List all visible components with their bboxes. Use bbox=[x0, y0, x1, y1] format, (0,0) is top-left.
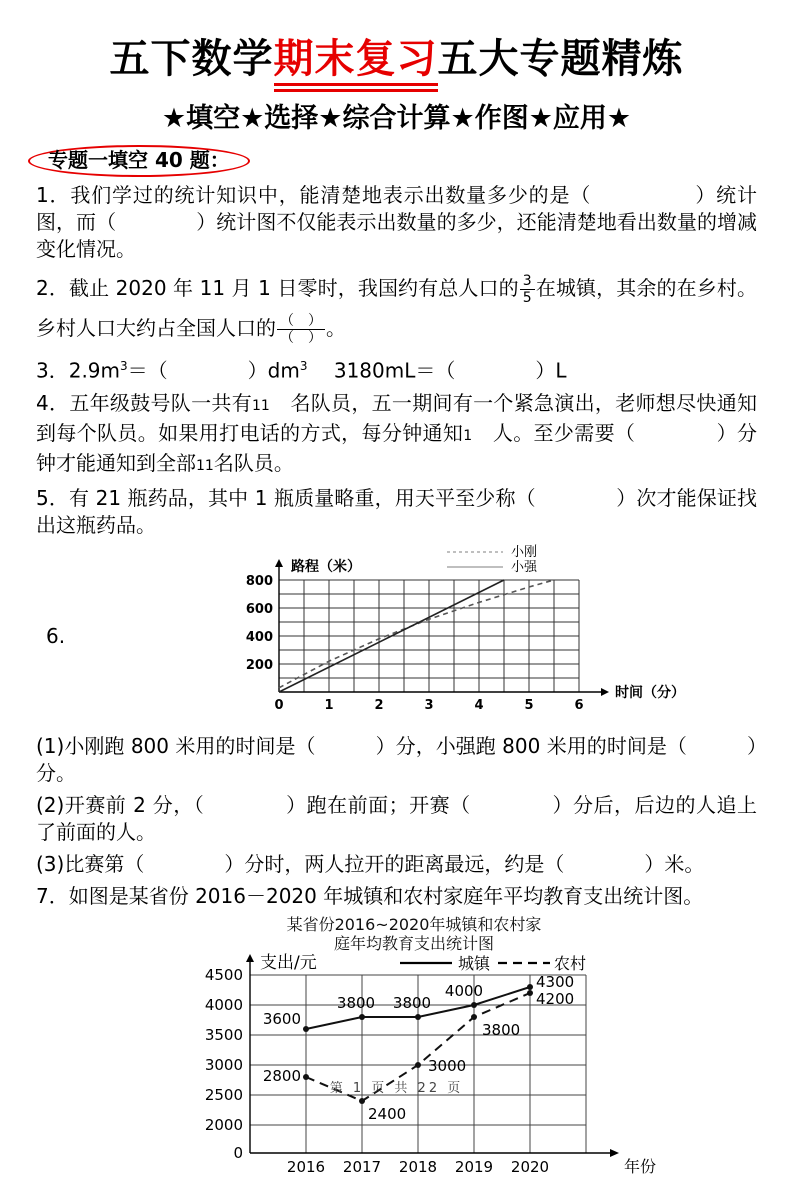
fraction-blank-denominator: （ ） bbox=[280, 330, 322, 346]
page-footer: 第 1 页 共 22 页 bbox=[329, 1081, 464, 1096]
svg-text:5: 5 bbox=[524, 697, 534, 713]
question-2-text-a: 2．截止 2020 年 11 月 1 日零时，我国约有总人口的 bbox=[36, 276, 519, 300]
cubic-superscript-1: 3 bbox=[120, 359, 128, 373]
question-1: 1．我们学过的统计知识中，能清楚地表示出数量多少的是（ ）统计图，而（ ）统计图不仅能表示出数量的多少，还能清楚地看出数量的增减变化情况。 bbox=[36, 183, 757, 261]
svg-text:时间（分）: 时间（分） bbox=[615, 684, 685, 701]
svg-text:4000: 4000 bbox=[444, 981, 484, 1000]
question-4-text-d: 名队员。 bbox=[213, 450, 294, 475]
question-4-number-11a: 11 bbox=[252, 397, 270, 414]
page-title bbox=[36, 36, 757, 92]
education-chart-title-line1: 某省份2016~2020年城镇和农村家 bbox=[286, 914, 542, 934]
svg-text:2: 2 bbox=[374, 697, 384, 713]
svg-text:0: 0 bbox=[233, 1143, 243, 1162]
svg-text:2400: 2400 bbox=[368, 1104, 407, 1123]
question-6-sub-1: (1)小刚跑 800 米用的时间是（ ）分，小强跑 800 米用的时间是（ ）分。 bbox=[36, 733, 757, 785]
fraction-blank bbox=[277, 313, 325, 346]
education-chart-block bbox=[204, 915, 674, 1191]
svg-text:200: 200 bbox=[245, 657, 273, 673]
svg-text:2019: 2019 bbox=[454, 1157, 494, 1176]
svg-text:2018: 2018 bbox=[398, 1157, 438, 1176]
race-line-chart bbox=[241, 544, 711, 728]
svg-text:3000: 3000 bbox=[428, 1056, 467, 1075]
svg-text:2800: 2800 bbox=[262, 1066, 301, 1085]
svg-text:0: 0 bbox=[274, 697, 284, 713]
section-heading-circled: 专题一填空 40 题： bbox=[28, 145, 250, 177]
svg-text:城镇: 城镇 bbox=[458, 953, 491, 973]
svg-text:2016: 2016 bbox=[286, 1157, 326, 1176]
svg-text:小强: 小强 bbox=[511, 559, 538, 575]
question-4-number-1: 1 bbox=[463, 427, 473, 444]
svg-text:600: 600 bbox=[245, 601, 273, 617]
question-3-text-b: ＝（ ）dm bbox=[127, 358, 300, 383]
svg-text:800: 800 bbox=[245, 573, 273, 589]
svg-text:3800: 3800 bbox=[336, 993, 376, 1012]
question-2 bbox=[36, 268, 757, 348]
svg-text:4: 4 bbox=[474, 697, 484, 713]
fraction-blank-numerator: （ ） bbox=[277, 313, 325, 330]
title-part-1: 五下数学 bbox=[109, 36, 274, 82]
svg-text:2020: 2020 bbox=[510, 1157, 550, 1176]
fraction-three-fifths bbox=[520, 273, 535, 306]
svg-text:4300: 4300 bbox=[536, 972, 575, 991]
education-line-chart bbox=[204, 953, 674, 1187]
svg-text:3000: 3000 bbox=[204, 1055, 243, 1074]
svg-text:3800: 3800 bbox=[482, 1020, 521, 1039]
question-3 bbox=[36, 353, 757, 385]
question-4 bbox=[36, 390, 757, 480]
question-6-sub-3: (3)比赛第（ ）分时，两人拉开的距离最远，约是（ ）米。 bbox=[36, 851, 705, 876]
svg-text:农村: 农村 bbox=[554, 953, 587, 973]
title-part-2-red-underlined: 期末复习 bbox=[274, 36, 438, 92]
question-7: 7．如图是某省份 2016－2020 年城镇和农村家庭年平均教育支出统计图。 bbox=[36, 883, 704, 908]
svg-text:2000: 2000 bbox=[204, 1115, 243, 1134]
svg-text:4000: 4000 bbox=[204, 995, 243, 1014]
question-3-text-a: 3．2.9m bbox=[36, 358, 121, 383]
svg-text:4200: 4200 bbox=[536, 989, 575, 1008]
svg-text:小刚: 小刚 bbox=[511, 544, 538, 560]
title-part-3: 五大专题精炼 bbox=[437, 36, 684, 82]
question-4-number-11b: 11 bbox=[196, 457, 214, 474]
question-5: 5．有 21 瓶药品，其中 1 瓶质量略重，用天平至少称（ ）次才能保证找出这瓶药品。 bbox=[36, 485, 757, 537]
section-heading-wrap bbox=[28, 145, 757, 177]
svg-text:支出/元: 支出/元 bbox=[260, 952, 317, 973]
cubic-superscript-2: 3 bbox=[299, 359, 308, 373]
question-4-text-c: 人。至少需要（ ）分钟才能通知到全部 bbox=[36, 420, 758, 475]
svg-text:3500: 3500 bbox=[204, 1025, 243, 1044]
svg-text:2017: 2017 bbox=[342, 1157, 382, 1176]
question-2-text-b: 在城镇，其余的在乡村。乡村人口大约占全国人口的 bbox=[36, 276, 757, 340]
svg-text:4500: 4500 bbox=[204, 965, 243, 984]
question-4-text-a: 4．五年级鼓号队一共有 bbox=[36, 390, 253, 415]
question-6-number: 6. bbox=[46, 623, 66, 648]
question-2-text-c: 。 bbox=[326, 316, 346, 340]
svg-text:3800: 3800 bbox=[392, 993, 432, 1012]
question-4-text-b: 名队员，五一期间有一个紧急演出，老师想尽快通知到每个队员。如果用打电话的方式，每分钟通知 bbox=[36, 390, 758, 445]
subtitle: ★填空★选择★综合计算★作图★应用★ bbox=[161, 103, 632, 134]
svg-text:2500: 2500 bbox=[204, 1085, 243, 1104]
question-6-row bbox=[36, 544, 757, 728]
svg-text:3600: 3600 bbox=[262, 1009, 301, 1028]
question-3-text-c: 3180mL＝（ ）L bbox=[307, 358, 567, 383]
svg-text:年份: 年份 bbox=[624, 1156, 657, 1176]
svg-text:6: 6 bbox=[574, 697, 584, 713]
fraction-numerator: 3 bbox=[520, 273, 535, 290]
fraction-denominator: 5 bbox=[522, 290, 532, 306]
svg-text:1: 1 bbox=[324, 697, 334, 713]
education-chart-title-line2: 庭年均教育支出统计图 bbox=[333, 933, 494, 953]
question-6-sub-2: (2)开赛前 2 分，（ ）跑在前面；开赛（ ）分后，后边的人追上了前面的人。 bbox=[36, 792, 757, 844]
svg-text:3: 3 bbox=[424, 697, 434, 713]
svg-text:400: 400 bbox=[245, 629, 273, 645]
svg-text:路程（米）: 路程（米） bbox=[291, 558, 361, 575]
